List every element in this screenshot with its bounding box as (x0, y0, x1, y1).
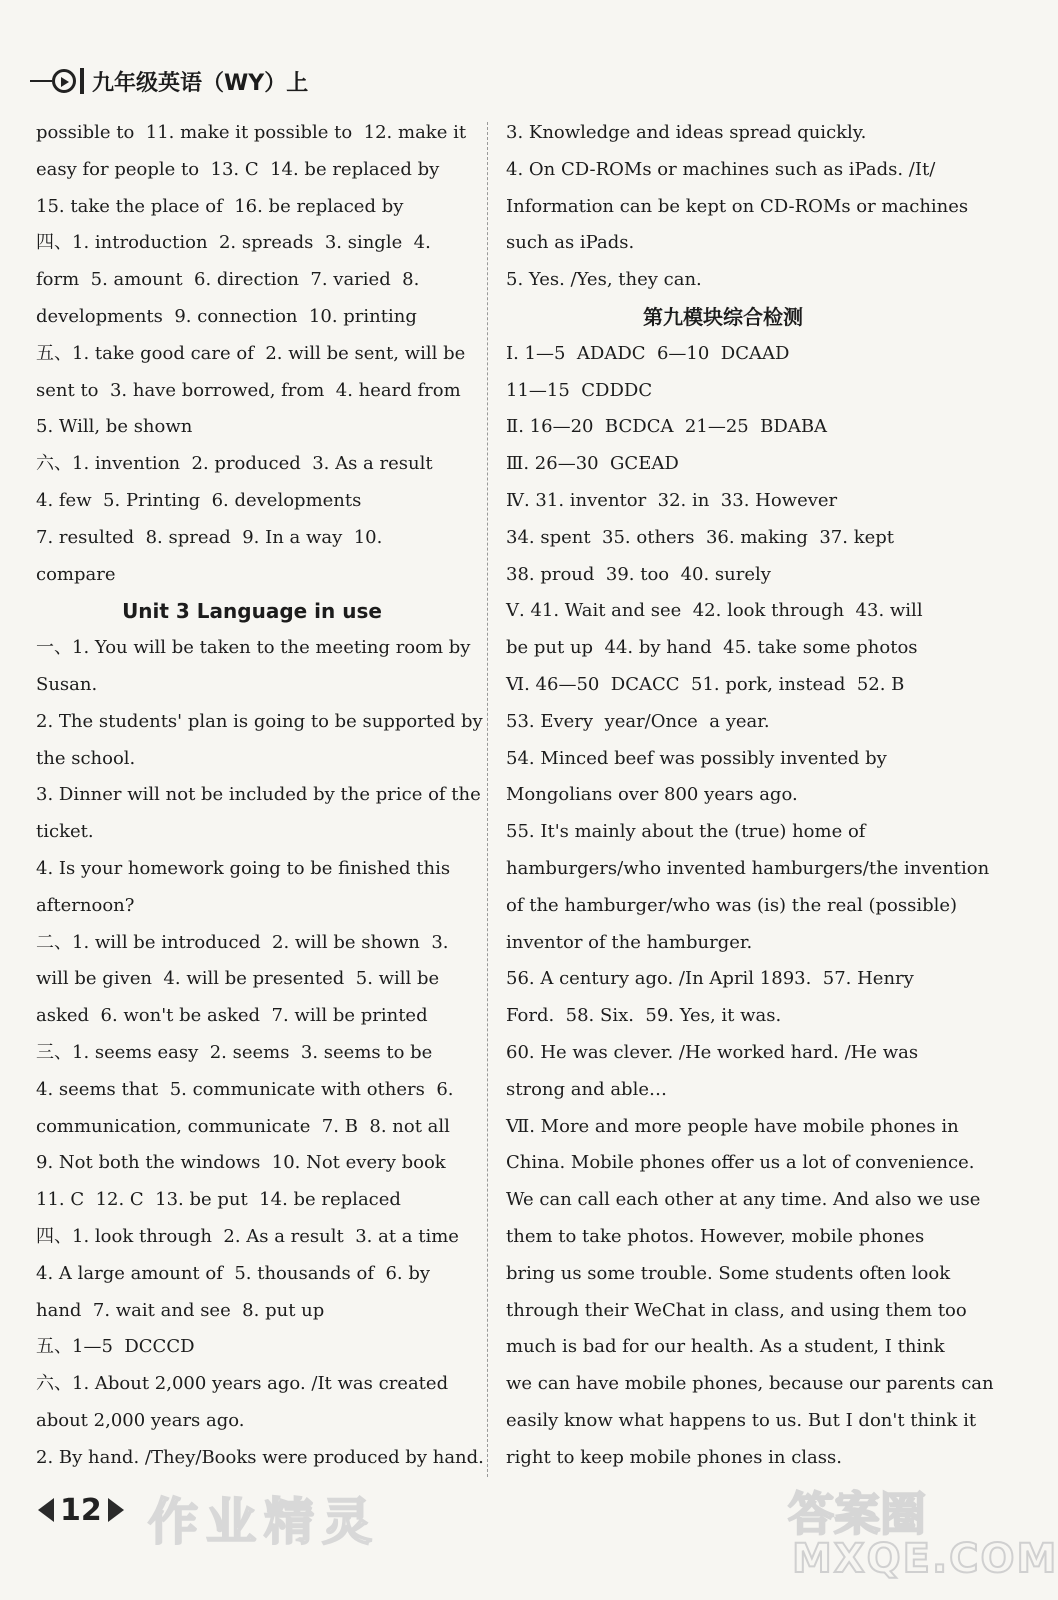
right-answer-line: Mongolians over 800 years ago. (506, 784, 798, 806)
left-answer-line: form 5. amount 6. direction 7. varied 8. (36, 269, 420, 291)
left-answer-line: 六、1. invention 2. produced 3. As a result (36, 453, 433, 475)
right-answer-line: 54. Minced beef was possibly invented by (506, 747, 887, 769)
right-answer-line: Ⅲ. 26—30 GCEAD (506, 453, 679, 475)
book-title: 九年级英语（WY）上 (92, 70, 309, 96)
right-answer-line: of the hamburger/who was (is) the real (possible) (506, 894, 958, 916)
left-answer-line: 4. seems that 5. communicate with others 6. (36, 1078, 454, 1100)
right-answer-line: Information can be kept on CD-ROMs or machines (506, 195, 969, 217)
left-answer-line: 四、1. look through 2. As a result 3. at a time (36, 1225, 459, 1247)
left-answer-line: 2. By hand. /They/Books were produced by hand. (36, 1446, 484, 1468)
right-answer-line: Ⅱ. 16—20 BCDCA 21—25 BDABA (506, 416, 828, 438)
right-answer-line: 5. Yes. /Yes, they can. (506, 269, 702, 291)
right-answer-line: 4. On CD-ROMs or machines such as iPads. /It/ (506, 158, 936, 180)
right-answer-line: strong and able… (506, 1078, 667, 1100)
left-answer-line: developments 9. connection 10. printing (36, 305, 417, 327)
left-answer-line: easy for people to 13. C 14. be replaced by (36, 158, 440, 180)
prev-arrow-icon (38, 1498, 54, 1522)
left-answer-line: 4. few 5. Printing 6. developments (36, 489, 362, 511)
right-answer-line: 55. It's mainly about the (true) home of (506, 821, 866, 843)
page-header (30, 62, 308, 100)
right-column (506, 115, 994, 1476)
left-answer-line: 4. A large amount of 5. thousands of 6. by (36, 1262, 431, 1284)
right-answer-line: easily know what happens to us. But I don't think it (506, 1409, 977, 1431)
left-answer-line: 二、1. will be introduced 2. will be shown 3. (36, 931, 449, 953)
header-rule (30, 80, 52, 82)
left-answer-line: ticket. (36, 821, 94, 843)
right-answer-line: 56. A century ago. /In April 1893. 57. Henry (506, 968, 914, 990)
watermark-right: 答案圈 (788, 1487, 926, 1541)
right-answer-line: much is bad for our health. As a student, I think (506, 1336, 945, 1358)
left-answer-line: will be given 4. will be presented 5. will be (36, 968, 440, 990)
right-answer-line: them to take photos. However, mobile phones (506, 1225, 925, 1247)
left-answer-line: hand 7. wait and see 8. put up (36, 1299, 325, 1321)
right-answer-line: 53. Every year/Once a year. (506, 710, 770, 732)
left-answer-line: 11. C 12. C 13. be put 14. be replaced (36, 1189, 401, 1211)
left-answer-line: asked 6. won't be asked 7. will be printed (36, 1005, 428, 1027)
right-section-heading: 第九模块综合检测 (643, 304, 803, 329)
watermark-site: MXQE.COM (792, 1536, 1058, 1582)
right-answer-line: Ⅳ. 31. inventor 32. in 33. However (506, 489, 838, 511)
left-answer-line: 15. take the place of 16. be replaced by (36, 195, 404, 217)
right-answer-line: We can call each other at any time. And also we use (506, 1189, 981, 1211)
left-answer-line: compare (36, 563, 116, 585)
right-answer-line: Ford. 58. Six. 59. Yes, it was. (506, 1005, 782, 1027)
left-answer-line: 三、1. seems easy 2. seems 3. seems to be (36, 1041, 433, 1063)
right-answer-line: 34. spent 35. others 36. making 37. kept (506, 526, 895, 548)
left-answer-line: sent to 3. have borrowed, from 4. heard from (36, 379, 461, 401)
left-answer-line: possible to 11. make it possible to 12. make it (36, 122, 467, 143)
right-answer-line: inventor of the hamburger. (506, 931, 753, 953)
left-answer-line: afternoon? (36, 894, 135, 916)
next-arrow-icon (108, 1498, 124, 1522)
right-answer-line: Ⅴ. 41. Wait and see 42. look through 43. will (506, 600, 923, 622)
left-answer-line: 六、1. About 2,000 years ago. /It was created (36, 1373, 449, 1395)
left-answer-line: 四、1. introduction 2. spreads 3. single 4. (36, 232, 431, 254)
left-section-heading: Unit 3 Language in use (122, 599, 382, 624)
left-answer-line: 2. The students' plan is going to be supported by (36, 710, 483, 732)
watermark-left: 作业精灵 (148, 1493, 380, 1551)
left-answer-line: 5. Will, be shown (36, 416, 193, 438)
page-number: 12 (60, 1492, 102, 1528)
left-answer-line: 3. Dinner will not be included by the price of the (36, 784, 481, 806)
right-answer-line: Ⅶ. More and more people have mobile phones in (506, 1115, 959, 1137)
right-answer-line: Ⅵ. 46—50 DCACC 51. pork, instead 52. B (506, 673, 905, 695)
left-answer-line: 一、1. You will be taken to the meeting room by (36, 637, 471, 659)
right-answer-line: China. Mobile phones offer us a lot of convenience. (506, 1152, 975, 1174)
right-answer-line: hamburgers/who invented hamburgers/the invention (506, 857, 990, 879)
right-answer-line: bring us some trouble. Some students often look (506, 1262, 951, 1284)
right-answer-line: be put up 44. by hand 45. take some photos (506, 637, 918, 659)
left-answer-line: 4. Is your homework going to be finished this (36, 857, 451, 879)
left-answer-line: 五、1. take good care of 2. will be sent, will be (36, 342, 466, 364)
right-answer-line: right to keep mobile phones in class. (506, 1446, 842, 1468)
play-logo-icon (52, 69, 76, 93)
right-answer-line: Ⅰ. 1—5 ADADC 6—10 DCAAD (506, 342, 790, 364)
right-answer-line: 38. proud 39. too 40. surely (506, 563, 771, 585)
right-answer-line: 60. He was clever. /He worked hard. /He was (506, 1041, 919, 1063)
left-answer-line: 7. resulted 8. spread 9. In a way 10. (36, 526, 383, 548)
right-answer-line: we can have mobile phones, because our parents can (506, 1373, 994, 1395)
right-answer-line: through their WeChat in class, and using them too (506, 1299, 967, 1321)
left-answer-line: Susan. (36, 673, 98, 695)
left-answer-line: 五、1—5 DCCCD (36, 1336, 195, 1358)
left-column (36, 115, 484, 1476)
left-answer-line: the school. (36, 747, 136, 769)
right-answer-line: such as iPads. (506, 232, 635, 254)
right-answer-line: 11—15 CDDDC (506, 379, 653, 401)
left-answer-line: 9. Not both the windows 10. Not every book (36, 1152, 446, 1174)
header-bar (80, 68, 84, 94)
left-answer-line: about 2,000 years ago. (36, 1409, 245, 1431)
left-answer-line: communication, communicate 7. B 8. not all (36, 1115, 450, 1137)
column-divider (487, 122, 488, 1477)
right-answer-line: 3. Knowledge and ideas spread quickly. (506, 122, 867, 143)
page-footer (38, 1488, 124, 1532)
